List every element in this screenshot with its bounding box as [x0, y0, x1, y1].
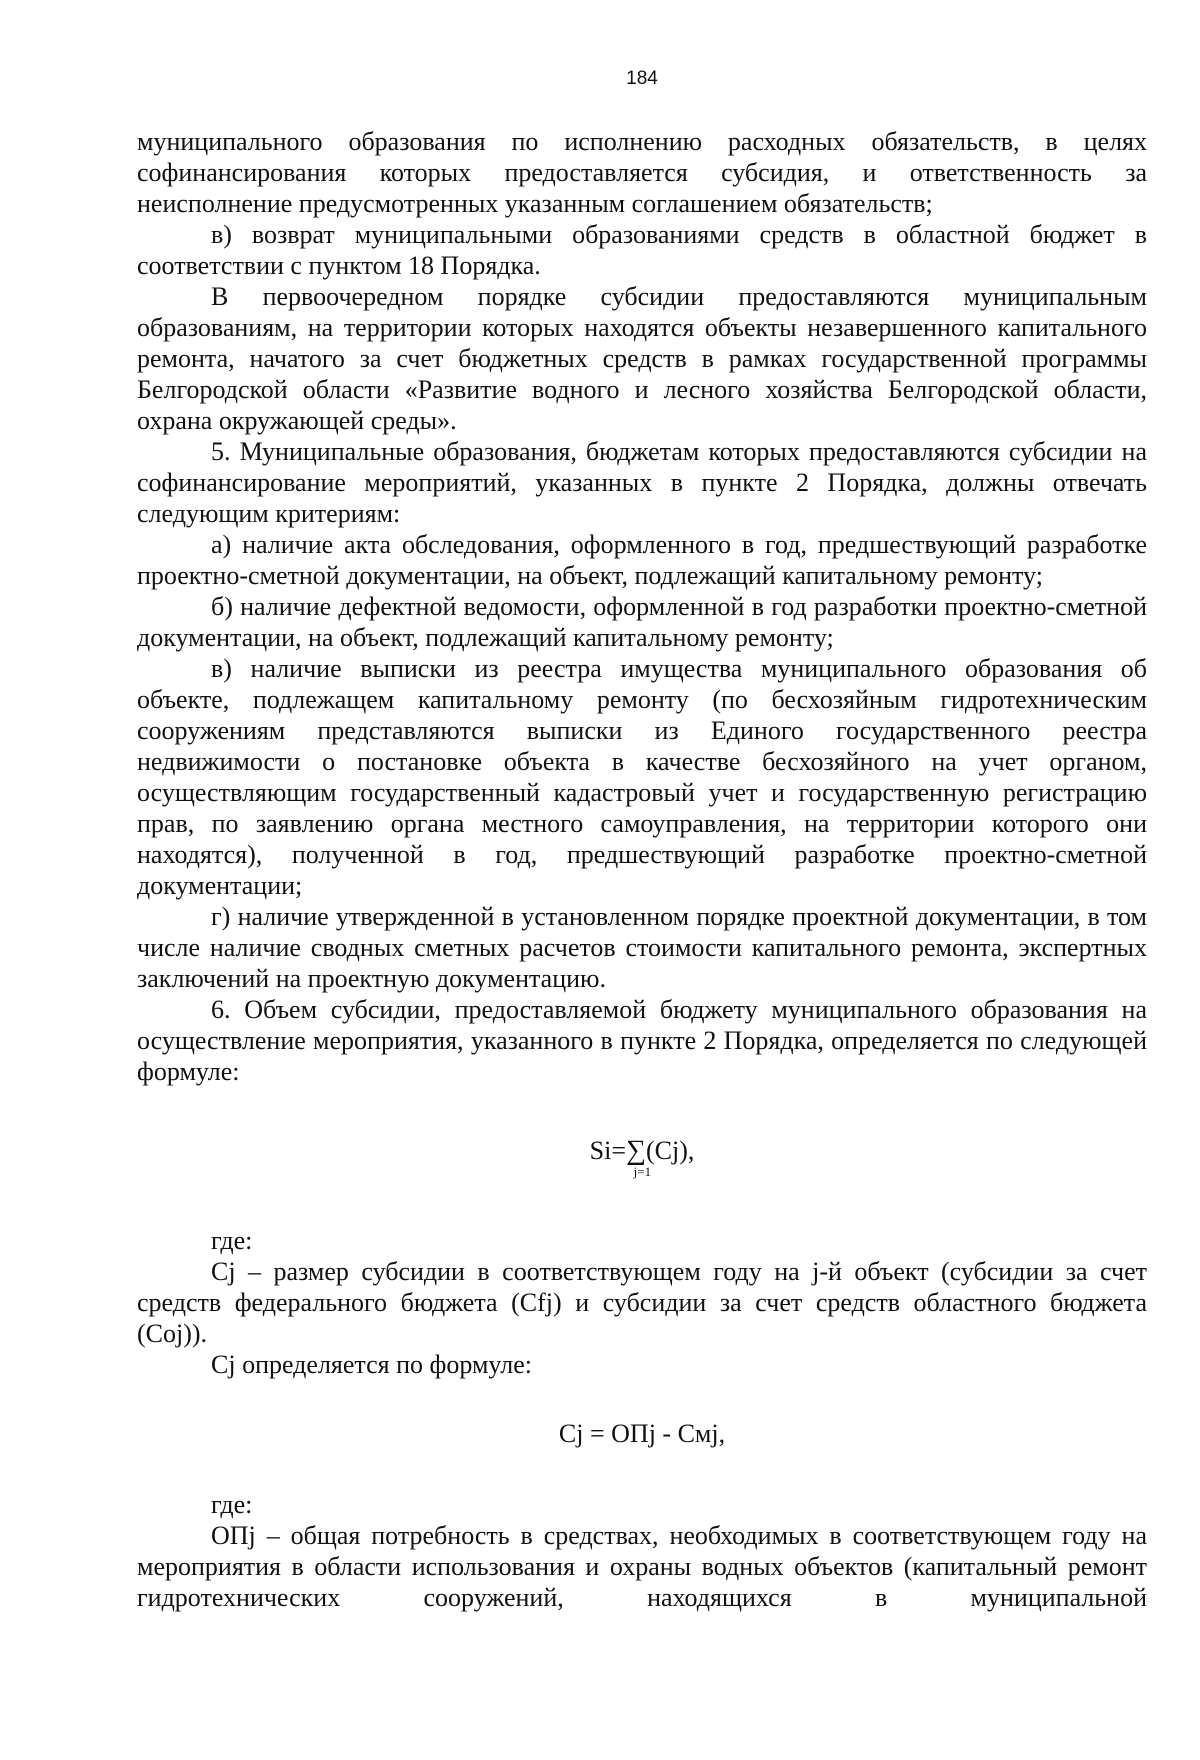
formula-left: Si=	[589, 1136, 626, 1165]
paragraph-criterion-b: б) наличие дефектной ведомости, оформленной в год разработки проектно-сметной документации, на объект, подлежащий капитальному ремонту;	[137, 592, 1147, 652]
formula-subsidy-sum	[137, 1135, 1147, 1181]
where-label-1: где:	[211, 1226, 253, 1255]
formula-sum-expression	[589, 1135, 695, 1179]
page-number: 184	[626, 68, 658, 89]
paragraph-criterion-v: в) наличие выписки из реестра имущества муниципального образования об объекте, подлежащем капитальному ремонту (по бесхозяйным гидротехническим сооружениям представляются выписки из Единого государственного реестра недвижимости о постановке объекта в качестве бесхозяйного на учет органом, осуществляющим государственный кадастровый учет и государственную регистрацию прав, по заявлению органа местного самоуправления, на территории которого они находятся), полученной в год, предшествующий разработке проектно-сметной документации;	[137, 654, 1147, 900]
paragraph-criterion-g: г) наличие утвержденной в установленном порядке проектной документации, в том числе наличие сводных сметных расчетов стоимости капитального ремонта, экспертных заключений на проектную документацию.	[137, 902, 1147, 993]
document-body	[137, 126, 1147, 1613]
paragraph-cj-definition: Cj – размер субсидии в соответствующем году на j-й объект (субсидии за счет средств федерального бюджета (Cfj) и субсидии за счет средств областного бюджета (Coj)).	[137, 1257, 1147, 1348]
formula-right: (Cj),	[645, 1136, 695, 1165]
paragraph-cj-formula-intro: Cj определяется по формуле:	[211, 1350, 533, 1379]
formula-sum-index: j=1	[633, 1164, 652, 1179]
paragraph-section-6: 6. Объем субсидии, предоставляемой бюджету муниципального образования на осуществление мероприятия, указанного в пункте 2 Порядка, определяется по следующей формуле:	[137, 995, 1147, 1086]
where-label-2: где:	[211, 1490, 253, 1519]
paragraph-item-v-return: в) возврат муниципальными образованиями средств в областной бюджет в соответствии с пунктом 18 Порядка.	[137, 220, 1147, 280]
paragraph-priority: В первоочередном порядке субсидии предоставляются муниципальным образованиям, на территории которых находятся объекты незавершенного капитального ремонта, начатого за счет бюджетных средств в рамках государственной программы Белгородской области «Развитие водного и лесного хозяйства Белгородской области, охрана окружающей среды».	[137, 282, 1147, 435]
sigma-symbol: ∑	[626, 1135, 646, 1166]
formula-cj: Cj = ОПj - Смj,	[558, 1419, 726, 1448]
paragraph-criterion-a: а) наличие акта обследования, оформленного в год, предшествующий разработке проектно-сметной документации, на объект, подлежащий капитальному ремонту;	[137, 530, 1147, 590]
paragraph-section-5: 5. Муниципальные образования, бюджетам которых предоставляются субсидии на софинансирование мероприятий, указанных в пункте 2 Порядка, должны отвечать следующим критериям:	[137, 437, 1147, 528]
paragraph-continuation: муниципального образования по исполнению расходных обязательств, в целях софинансирования которых предоставляется субсидия, и ответственность за неисполнение предусмотренных указанным соглашением обязательств;	[137, 127, 1147, 218]
document-page	[137, 0, 1147, 1760]
paragraph-opj-definition: ОПj – общая потребность в средствах, необходимых в соответствующем году на мероприятия в области использования и охраны водных объектов (капитальный ремонт гидротехнических сооружений, находящихся в муниципальной	[137, 1521, 1147, 1612]
